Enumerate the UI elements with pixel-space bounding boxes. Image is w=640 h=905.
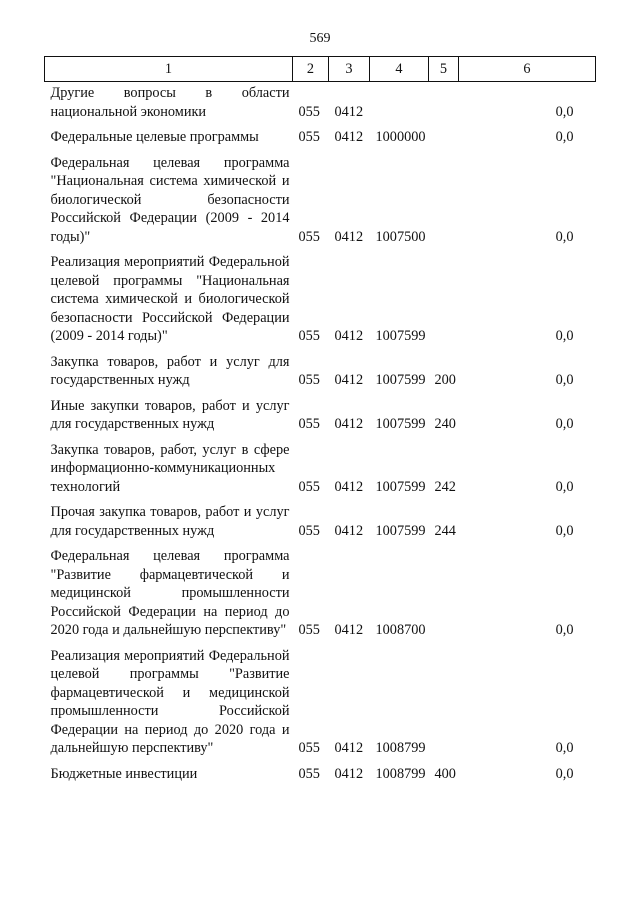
column-header-2: 2 — [293, 57, 329, 82]
column-header-5: 5 — [429, 57, 459, 82]
table-row — [45, 249, 596, 349]
cell-section-code: 0412 — [334, 740, 364, 756]
cell-target-code: 1007500 — [375, 228, 426, 245]
cell-expense-type — [429, 82, 459, 125]
cell-amount: 0,0 — [555, 622, 574, 638]
row-name: Федеральные целевые программы — [50, 129, 259, 145]
cell-expense-type: 200 — [434, 372, 456, 388]
table-row — [45, 349, 596, 393]
row-name: Реализация мероприятий Федеральной целевой программы "Развитие фармацевтической и медицинской промышленности Российской Федерации на период до 2020 года и дальнейшую перспективу" — [50, 647, 290, 756]
table-row — [45, 643, 596, 761]
cell-amount: 0,0 — [555, 228, 574, 245]
table-body — [45, 82, 596, 787]
cell-amount: 0,0 — [555, 765, 574, 782]
table-row — [45, 761, 596, 787]
cell-ministry-code: 055 — [298, 478, 320, 495]
cell-amount: 0,0 — [555, 328, 574, 344]
cell-target-code: 1008799 — [375, 740, 426, 756]
budget-table — [44, 56, 596, 786]
row-name: Федеральная целевая программа "Национальная система химической и биологической безопасности Российской Федерации (2009 - 2014 годы)" — [50, 154, 290, 245]
cell-section-code: 0412 — [334, 478, 364, 495]
column-header-1: 1 — [45, 57, 293, 82]
cell-ministry-code: 055 — [298, 740, 320, 756]
cell-expense-type: 244 — [434, 522, 456, 539]
row-name: Реализация мероприятий Федеральной целевой программы "Национальная система химической и биологической безопасности Российской Федерации (2009 - 2014 годы)" — [50, 254, 290, 344]
header-row — [45, 57, 596, 82]
column-header-4: 4 — [370, 57, 429, 82]
cell-target-code: 1007599 — [375, 522, 426, 539]
cell-ministry-code: 055 — [298, 522, 320, 539]
cell-amount: 0,0 — [555, 522, 574, 539]
cell-section-code: 0412 — [334, 416, 364, 432]
cell-amount: 0,0 — [555, 129, 574, 145]
cell-amount: 0,0 — [555, 740, 574, 756]
cell-ministry-code: 055 — [298, 328, 320, 344]
cell-section-code: 0412 — [334, 522, 364, 539]
cell-section-code: 0412 — [334, 103, 364, 120]
cell-target-code: 1000000 — [375, 129, 426, 145]
cell-target-code: 1007599 — [375, 478, 426, 495]
cell-amount: 0,0 — [555, 103, 574, 120]
cell-target-code: 1007599 — [375, 372, 426, 388]
cell-ministry-code: 055 — [298, 129, 320, 145]
cell-section-code: 0412 — [334, 129, 364, 145]
table-row — [45, 499, 596, 543]
cell-section-code: 0412 — [334, 622, 364, 638]
cell-expense-type — [429, 249, 459, 349]
cell-ministry-code: 055 — [298, 765, 320, 782]
cell-ministry-code: 055 — [298, 228, 320, 245]
table-header — [45, 57, 596, 82]
table-row — [45, 393, 596, 437]
cell-target-code — [370, 82, 429, 125]
row-name: Закупка товаров, работ и услуг для государственных нужд — [50, 353, 290, 388]
row-name: Прочая закупка товаров, работ и услуг для государственных нужд — [50, 504, 290, 539]
cell-target-code: 1007599 — [375, 416, 426, 432]
cell-expense-type — [429, 543, 459, 643]
page-number: 569 — [309, 31, 331, 46]
cell-expense-type: 400 — [434, 765, 456, 782]
cell-ministry-code: 055 — [298, 372, 320, 388]
cell-target-code: 1007599 — [375, 328, 426, 344]
cell-section-code: 0412 — [334, 328, 364, 344]
cell-amount: 0,0 — [555, 416, 574, 432]
cell-expense-type — [429, 124, 459, 150]
cell-amount: 0,0 — [555, 372, 574, 388]
cell-ministry-code: 055 — [298, 622, 320, 638]
row-name: Другие вопросы в области национальной экономики — [50, 85, 290, 120]
cell-expense-type — [429, 643, 459, 761]
cell-ministry-code: 055 — [298, 103, 320, 120]
column-header-3: 3 — [329, 57, 370, 82]
row-name: Федеральная целевая программа "Развитие фармацевтической и медицинской промышленности Российской Федерации на период до 2020 года и дальнейшую перспективу" — [50, 548, 290, 638]
cell-section-code: 0412 — [334, 228, 364, 245]
cell-expense-type — [429, 150, 459, 250]
table-row — [45, 124, 596, 150]
row-name: Иные закупки товаров, работ и услуг для государственных нужд — [50, 397, 290, 432]
column-header-6: 6 — [459, 57, 596, 82]
row-name: Бюджетные инвестиции — [50, 765, 198, 782]
table-row — [45, 543, 596, 643]
table-row — [45, 150, 596, 250]
cell-ministry-code: 055 — [298, 416, 320, 432]
cell-target-code: 1008700 — [375, 622, 426, 638]
cell-target-code: 1008799 — [375, 765, 426, 782]
table-row — [45, 437, 596, 500]
row-name: Закупка товаров, работ, услуг в сфере информационно-коммуникационных технологий — [50, 441, 290, 495]
cell-expense-type: 242 — [434, 478, 456, 495]
table-row — [45, 82, 596, 125]
cell-amount: 0,0 — [555, 478, 574, 495]
cell-expense-type: 240 — [434, 416, 456, 432]
cell-section-code: 0412 — [334, 765, 364, 782]
cell-section-code: 0412 — [334, 372, 364, 388]
